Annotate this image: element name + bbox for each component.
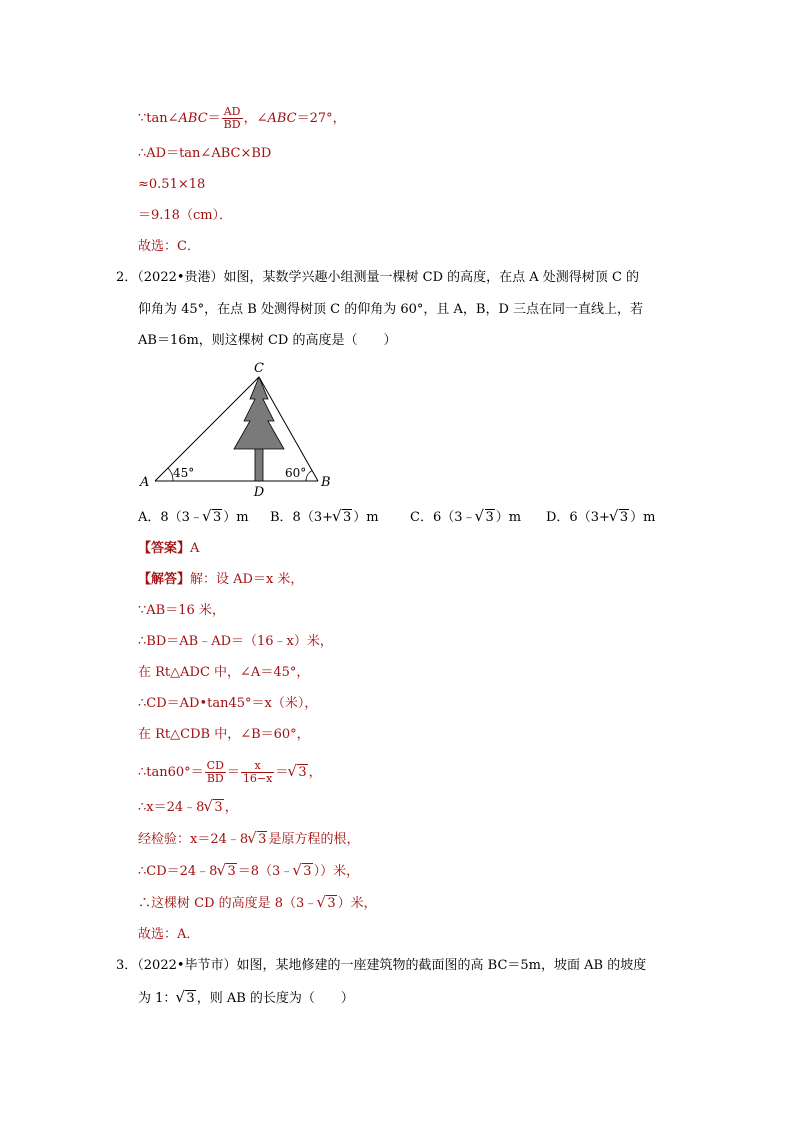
label-d: D [253, 485, 265, 500]
q2-solution-s2: ∴BD＝AB﹣AD＝（16﹣x）米， [138, 634, 333, 649]
text: ∵tan∠ [138, 111, 179, 126]
text: ，∠ [243, 111, 268, 126]
q2-solution-s9 [138, 863, 359, 881]
text: 是原方程的根， [268, 832, 360, 847]
text: 为 1： [138, 991, 177, 1006]
text: ））米， [313, 864, 360, 879]
q2-solution-s3: 在 Rt△ADC 中，∠A＝45°， [138, 665, 310, 680]
numerator: CD [206, 759, 224, 772]
q3-stem-line-2 [138, 990, 354, 1008]
text: ）m [223, 510, 249, 525]
label-b: B [321, 475, 331, 490]
sqrt [610, 509, 629, 527]
text: 解：设 AD＝x 米， [190, 572, 304, 587]
q2-answer [138, 540, 199, 558]
text: ， [308, 765, 322, 780]
option-a[interactable] [138, 509, 249, 527]
q2-options [138, 509, 678, 529]
text: 经检验：x＝24﹣8 [138, 832, 249, 847]
text: ＝ [275, 765, 289, 780]
radicand: 3 [212, 510, 222, 525]
text: B．8（3+ [270, 510, 333, 525]
answer-tag: 【答案】 [138, 541, 191, 556]
sqrt [288, 764, 307, 782]
prev-solution-line-1 [138, 106, 346, 131]
label-c: C [254, 361, 264, 376]
radicand: 3 [298, 765, 307, 780]
fraction-cd-bd [205, 760, 226, 785]
text: ∴x＝24﹣8 [138, 800, 205, 815]
q2-solution-intro [138, 571, 303, 589]
text: ）m [353, 510, 379, 525]
q2-stem-line-3: AB＝16m，则这棵树 CD 的高度是（ ） [138, 333, 397, 348]
tree-trunk [255, 447, 263, 481]
sqrt [217, 863, 236, 881]
label-angle-a: 45° [173, 466, 195, 480]
q2-solution-s7 [138, 799, 238, 817]
sqrt [293, 863, 312, 881]
text: ABC [178, 111, 208, 126]
q2-solution-s8 [138, 831, 359, 849]
text: ∴这棵树 CD 的高度是 8（3﹣ [138, 896, 318, 911]
q2-solution-s11: 故选：A． [138, 927, 200, 942]
tree-crown-icon [234, 377, 284, 449]
text: D．6（3+ [546, 510, 610, 525]
prev-solution-line-3: ≈0.51×18 [138, 177, 206, 192]
q2-solution-s6 [138, 760, 322, 785]
denominator: 16−x [242, 772, 273, 785]
q2-stem-line-2: 仰角为 45°，在点 B 处测得树顶 C 的仰角为 60°，且 A，B，D 三点在同一直线上，若 [138, 302, 644, 317]
prev-solution-line-5: 故选：C． [138, 239, 200, 254]
text: ）米， [337, 896, 377, 911]
radicand: 3 [258, 832, 267, 847]
text: ，则 AB 的长度为（ ） [196, 991, 354, 1006]
q2-solution-s10 [138, 895, 377, 913]
sqrt [248, 831, 267, 849]
solution-tag: 【解答】 [138, 572, 191, 587]
label-angle-b: 60° [285, 466, 307, 480]
q2-solution-s5: 在 Rt△CDB 中，∠B＝60°， [138, 727, 310, 742]
q2-stem-line-1: 2．（2022•贵港）如图，某数学兴趣小组测量一棵树 CD 的高度，在点 A 处测得树顶 C 的 [116, 270, 640, 285]
option-d[interactable] [546, 509, 655, 527]
text: ＝ [226, 765, 240, 780]
angle-arc-b [306, 471, 312, 482]
radicand: 3 [485, 510, 494, 525]
text: A．8（3﹣ [138, 510, 203, 525]
q2-solution-s1: ∵AB＝16 米， [138, 603, 225, 618]
text: ）m [630, 510, 656, 525]
prev-solution-line-4: ＝9.18（cm）． [138, 208, 233, 223]
radicand: 3 [343, 510, 352, 525]
text: ）m [495, 510, 522, 525]
numerator: AD [222, 106, 243, 119]
tree-triangle-figure [130, 355, 340, 500]
radicand: 3 [186, 991, 195, 1006]
radicand: 3 [227, 864, 236, 879]
denominator: BD [223, 118, 241, 131]
option-b[interactable] [270, 509, 379, 527]
text: ABC [267, 111, 297, 126]
text: ＝ [207, 111, 221, 126]
radicand: 3 [214, 800, 223, 815]
prev-solution-line-2: ∴AD＝tan∠ABC×BD [138, 146, 272, 161]
option-c[interactable] [410, 509, 521, 527]
sqrt [203, 509, 222, 527]
label-a: A [140, 475, 150, 490]
fraction-x-16-x [241, 760, 274, 785]
q2-solution-s4: ∴CD＝AD•tan45°＝x（米）， [138, 696, 318, 711]
text: ∴CD＝24﹣8 [138, 864, 218, 879]
answer-value: A [190, 541, 200, 556]
sqrt [317, 895, 336, 913]
numerator: x [241, 760, 274, 773]
sqrt [204, 799, 223, 817]
text: ＝8（3﹣ [237, 864, 294, 879]
sqrt [176, 990, 195, 1008]
sqrt [476, 509, 495, 527]
q3-stem-line-1: 3．（2022•毕节市）如图，某地修建的一座建筑物的截面图的高 BC＝5m，坡面 AB 的坡度 [116, 958, 647, 973]
sightline-ac [155, 377, 259, 481]
fraction-ad-bd [222, 106, 243, 131]
radicand: 3 [327, 896, 336, 911]
radicand: 3 [303, 864, 312, 879]
sqrt [333, 509, 352, 527]
text: ， [224, 800, 238, 815]
text: C．6（3﹣ [410, 510, 476, 525]
text: ＝27°， [296, 111, 346, 126]
denominator: BD [206, 772, 224, 785]
radicand: 3 [619, 510, 629, 525]
text: ∴tan60°＝ [138, 765, 204, 780]
